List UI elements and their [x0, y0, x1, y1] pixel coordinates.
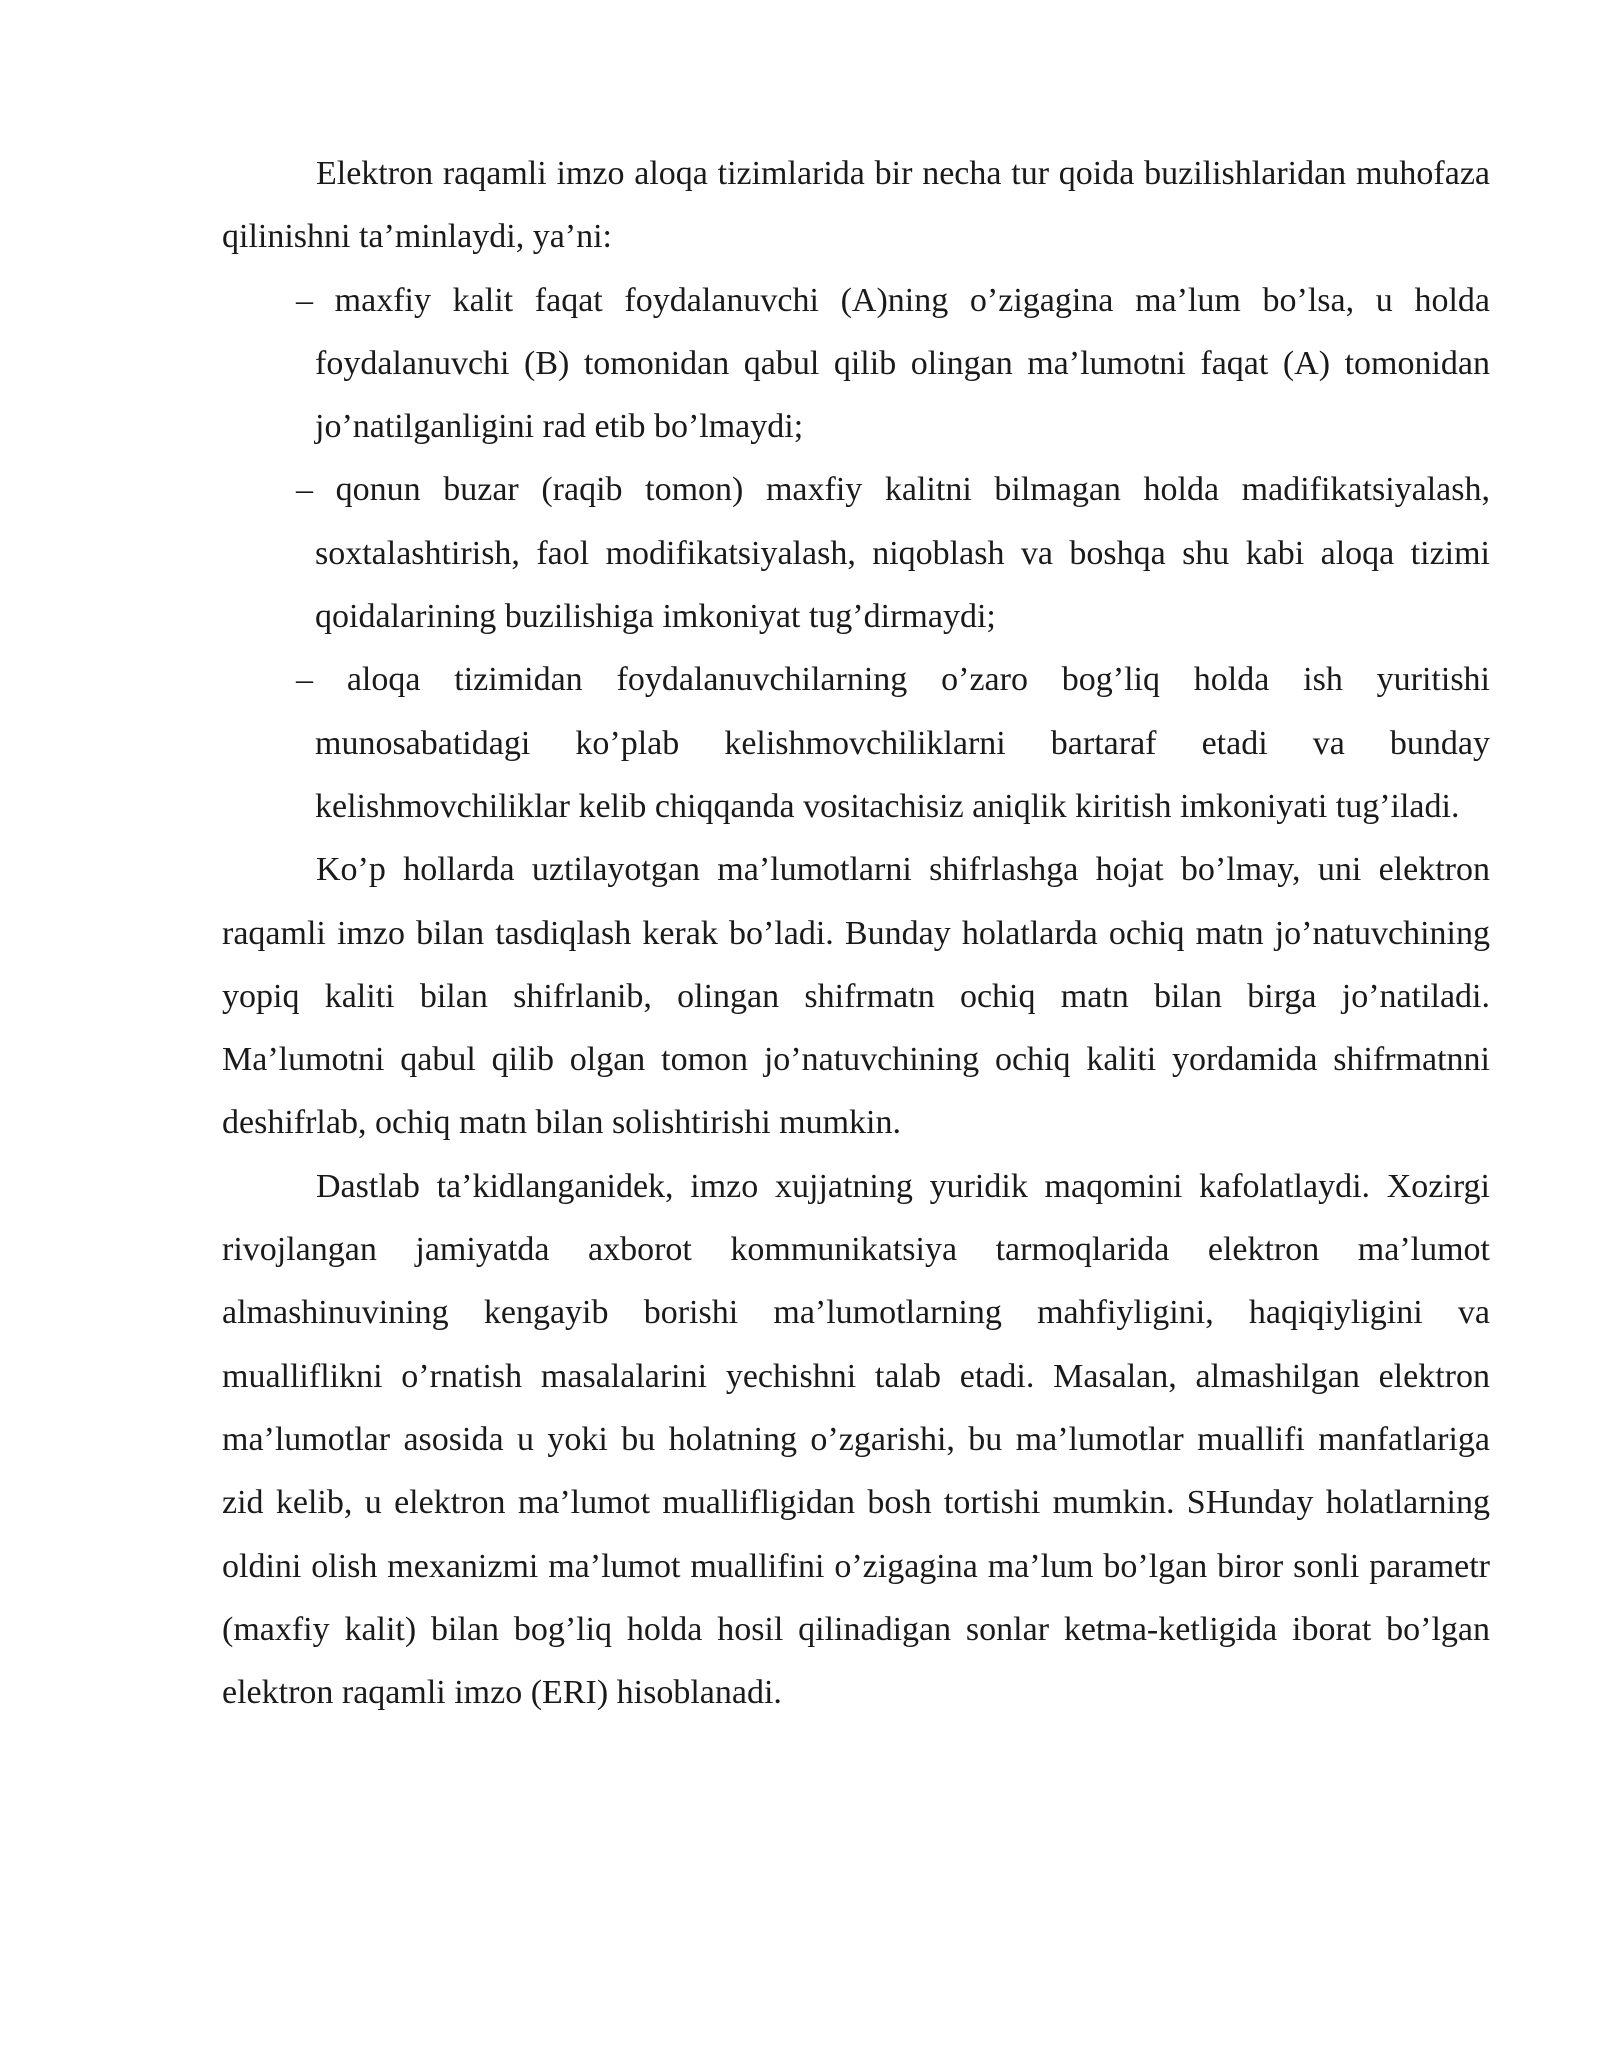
requirements-list [222, 269, 1490, 839]
paragraph-eri-definition: Dastlab ta’kidlanganidek, imzo xujjatning yuridik maqomini kafolatlaydi. Xozirgi rivojlangan jamiyatda axborot kommunikatsiya tarmoqlarida elektron ma’lumot almashinuvining kengayib borishi ma’lumotlarning mahfiyligini, haqiqiyligini va mualliflikni o’rnatish masalalarini yechishni talab etadi. Masalan, almashilgan elektron ma’lumotlar asosida u yoki bu holatning o’zgarishi, bu ma’lumotlar muallifi manfatlariga zid kelib, u elektron ma’lumot muallifligidan bosh tortishi mumkin. SHunday holatlarning oldini olish mexanizmi ma’lumot muallifini o’zigagina ma’lum bo’lgan biror sonli parametr (maxfiy kalit) bilan bog’liq holda hosil qilinadigan sonlar ketma-ketligida iborat bo’lgan elektron raqamli imzo (ERI) hisoblanadi. [222, 1167, 1490, 1712]
document-body [222, 142, 1490, 1724]
list-item: – aloqa tizimidan foydalanuvchilarning o’zaro bog’liq holda ish yuritishi munosabatidagi ko’plab kelishmovchiliklarni bartaraf etadi va bunday kelishmovchiliklar kelib chiqqanda vositachisiz aniqlik kiritish imkoniyati tug’iladi. [296, 661, 1490, 825]
paragraph-signature-verification: Ko’p hollarda uztilayotgan ma’lumotlarni shifrlashga hojat bo’lmay, uni elektron raqamli imzo bilan tasdiqlash kerak bo’ladi. Bunday holatlarda ochiq matn jo’natuvchining yopiq kaliti bilan shifrlanib, olingan shifrmatn ochiq matn bilan birga jo’natiladi. Ma’lumotni qabul qilib olgan tomon jo’natuvchining ochiq kaliti yordamida shifrmatnni deshifrlab, ochiq matn bilan solishtirishi mumkin. [222, 851, 1490, 1142]
list-item: – maxfiy kalit faqat foydalanuvchi (A)ning o’zigagina ma’lum bo’lsa, u holda foydalanuvchi (B) tomonidan qabul qilib olingan ma’lumotni faqat (A) tomonidan jo’natilganligini rad etib bo’lmaydi; [296, 281, 1490, 446]
list-item: – qonun buzar (raqib tomon) maxfiy kalitni bilmagan holda madifikatsiyalash, soxtalashtirish, faol modifikatsiyalash, niqoblash va boshqa shu kabi aloqa tizimi qoidalarining buzilishiga imkoniyat tug’dirmaydi; [296, 471, 1490, 636]
intro-paragraph: Elektron raqamli imzo aloqa tizimlarida bir necha tur qoida buzilishlaridan muhofaza qilinishni ta’minlaydi, ya’ni: [222, 155, 1490, 256]
